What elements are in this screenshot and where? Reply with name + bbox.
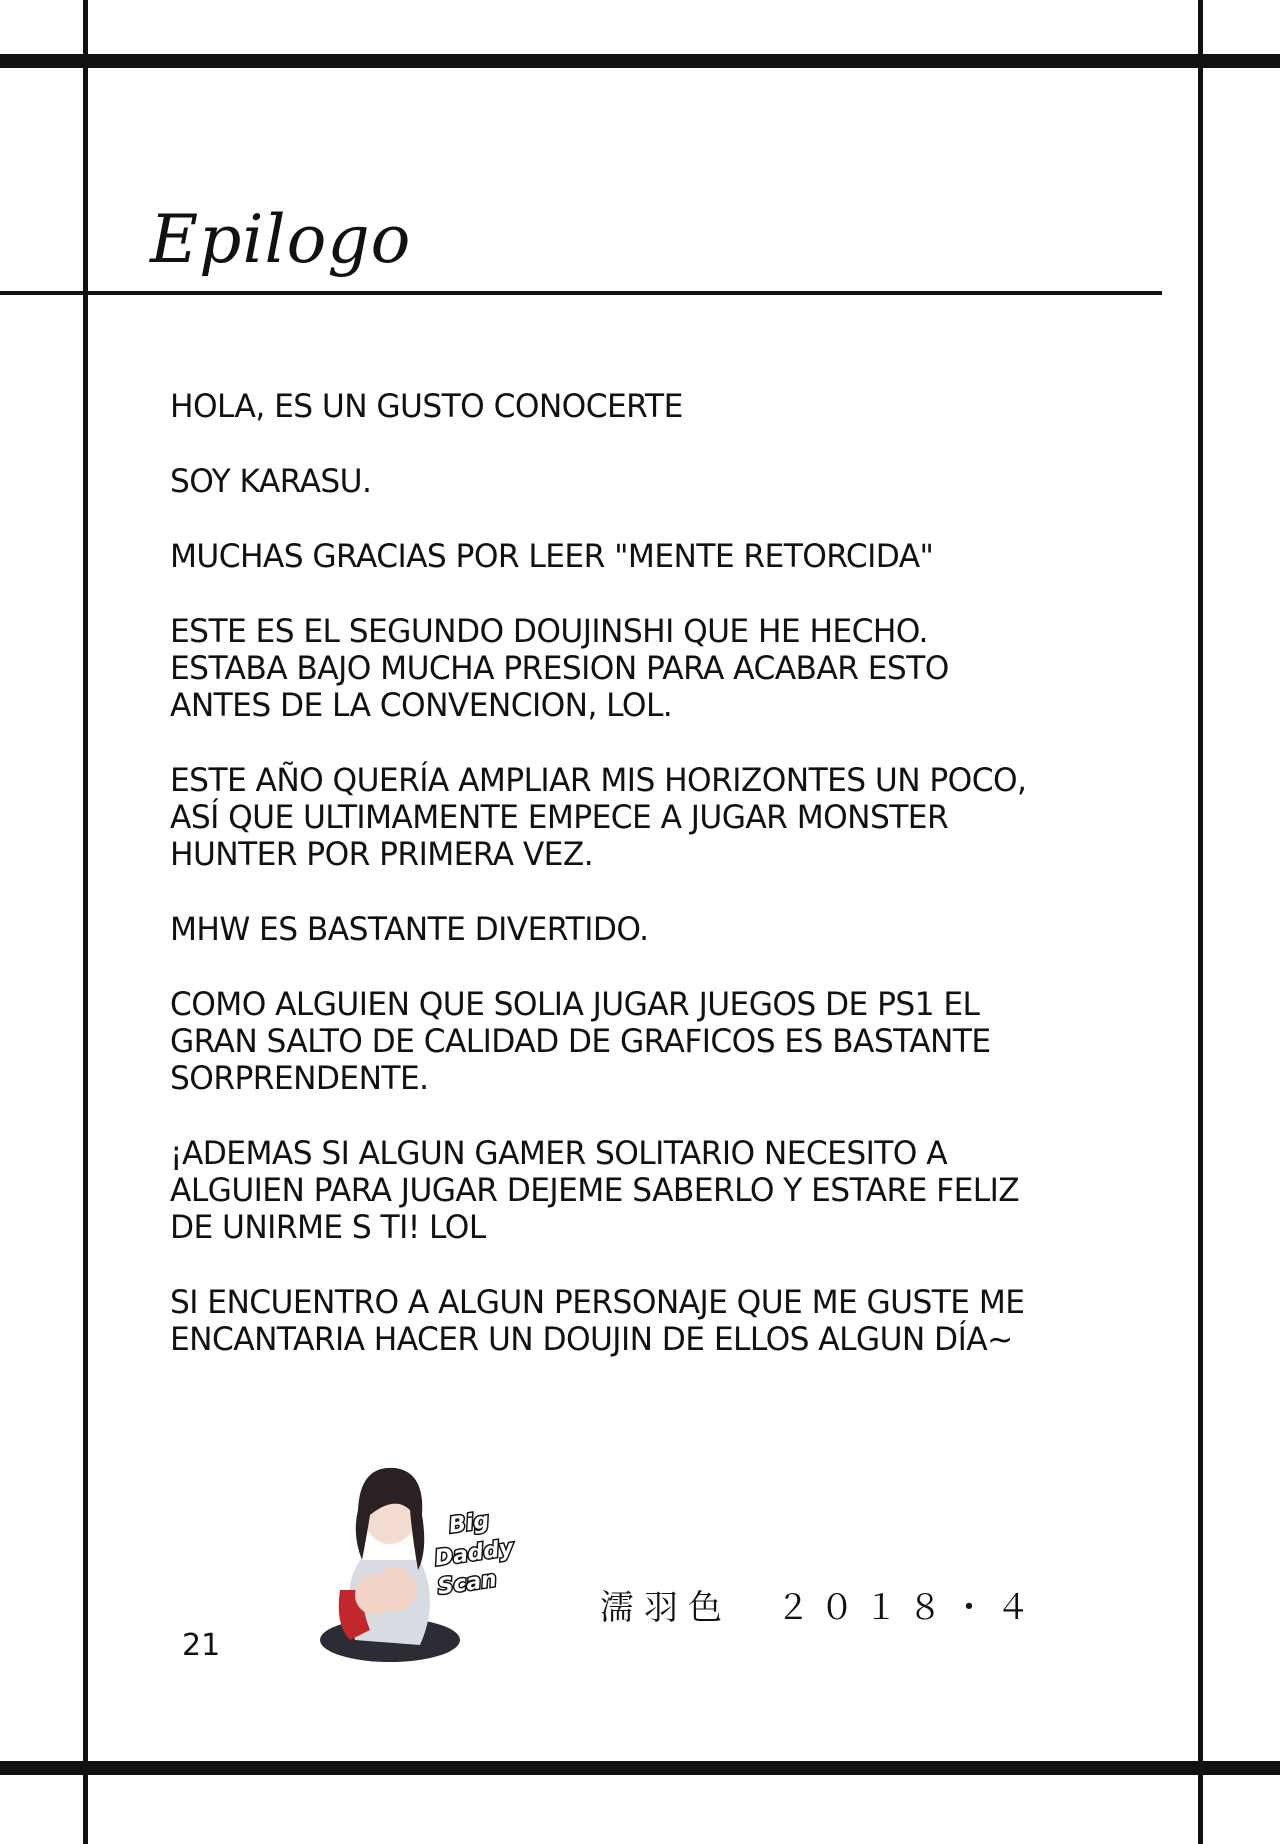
title-underline [0, 291, 1162, 295]
watermark-mascot-icon [300, 1440, 530, 1670]
page-title: Epilogo [150, 201, 412, 278]
epilogue-line: SORPRENDENTE. [170, 1059, 429, 1097]
epilogue-line: ENCANTARIA HACER UN DOUJIN DE ELLOS ALGUN DÍA~ [170, 1320, 1013, 1358]
watermark-line-1: Big [447, 1508, 491, 1539]
epilogue-line: ESTE ES EL SEGUNDO DOUJINSHI QUE HE HECHO. [170, 612, 928, 650]
epilogue-line: MUCHAS GRACIAS POR LEER "MENTE RETORCIDA" [170, 537, 934, 575]
epilogue-line: ¡ADEMAS SI ALGUN GAMER SOLITARIO NECESITO A [170, 1134, 948, 1172]
epilogue-line: ESTABA BAJO MUCHA PRESION PARA ACABAR ESTO [170, 649, 949, 687]
bottom-border-rule [0, 1761, 1280, 1775]
epilogue-paragraph [170, 613, 1050, 724]
epilogue-line: GRAN SALTO DE CALIDAD DE GRAFICOS ES BASTANTE [170, 1022, 991, 1060]
epilogue-line: HOLA, ES UN GUSTO CONOCERTE [170, 387, 683, 425]
epilogue-line: ESTE AÑO QUERÍA AMPLIAR MIS HORIZONTES UN POCO, [170, 761, 1027, 799]
epilogue-paragraph [170, 911, 1050, 948]
epilogue-paragraph [170, 1284, 1050, 1358]
top-border-rule [0, 54, 1280, 68]
page-number: 21 [182, 1628, 221, 1663]
right-border-rule [1198, 0, 1203, 1844]
epilogue-paragraph [170, 388, 1050, 425]
watermark-line-2: Daddy [433, 1535, 515, 1572]
epilogue-line: COMO ALGUIEN QUE SOLIA JUGAR JUEGOS DE PS1 EL [170, 985, 980, 1023]
epilogue-paragraph [170, 538, 1050, 575]
author-signature: 濡羽色 ２０１８・４ [600, 1588, 1040, 1628]
epilogue-line: MHW ES BASTANTE DIVERTIDO. [170, 910, 649, 948]
epilogue-body [170, 388, 1070, 1396]
epilogue-line: HUNTER POR PRIMERA VEZ. [170, 835, 594, 873]
epilogue-line: DE UNIRME S TI! LOL [170, 1208, 486, 1246]
epilogue-paragraph [170, 762, 1050, 873]
epilogue-line: ANTES DE LA CONVENCION, LOL. [170, 686, 673, 724]
left-border-rule [83, 0, 88, 1844]
watermark-line-3: Scan [435, 1567, 499, 1601]
epilogue-paragraph [170, 1135, 1050, 1246]
epilogue-line: ASÍ QUE ULTIMAMENTE EMPECE A JUGAR MONSTER [170, 798, 949, 836]
epilogue-paragraph [170, 463, 1050, 500]
epilogue-line: SI ENCUENTRO A ALGUN PERSONAJE QUE ME GUSTE ME [170, 1283, 1025, 1321]
epilogue-paragraph [170, 986, 1050, 1097]
epilogue-line: SOY KARASU. [170, 462, 372, 500]
epilogue-line: ALGUIEN PARA JUGAR DEJEME SABERLO Y ESTARE FELIZ [170, 1171, 1020, 1209]
